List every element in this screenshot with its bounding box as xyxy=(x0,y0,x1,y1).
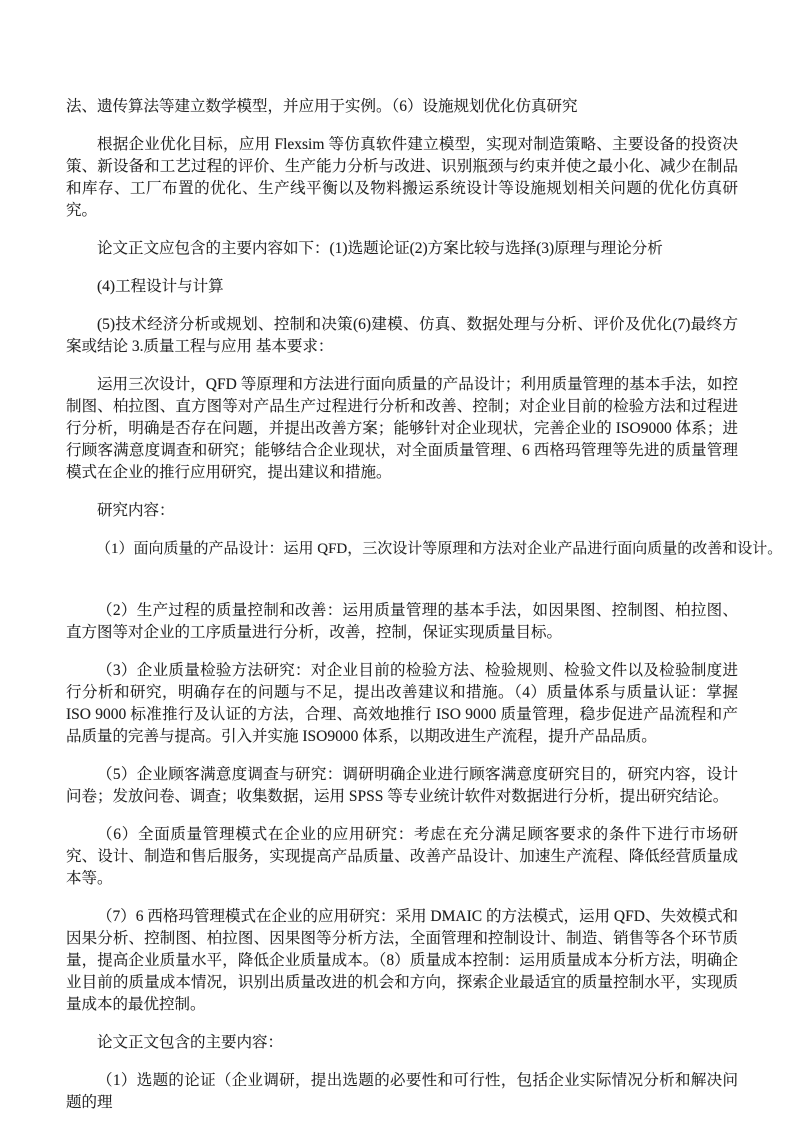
paragraph-4: (4)工程设计与计算 xyxy=(97,278,224,295)
paragraph-13: （7）6 西格玛管理模式在企业的应用研究：采用 DMAIC 的方法模式，运用 QFD、失效模式和因果分析、控制图、柏拉图、因果图等分析方法，全面管理和控制设计、制造、销售等各个环节质量，提高企业质量水平，降低企业质量成本。（8）质量成本控制：运用质量成本分析方法，明确企业目前的质量成本情况，识别出质量改进的机会和方向，探索企业最适宜的质量控制水平，实现质量成本的最优控制。 xyxy=(66,908,738,1013)
paragraph-11: （5）企业顾客满意度调查与研究：调研明确企业进行顾客满意度研究目的，研究内容，设计问卷；发放问卷、调查；收集数据，运用 SPSS 等专业统计软件对数据进行分析，提出研究结论。 xyxy=(66,766,738,805)
paragraph-12: （6）全面质量管理模式在企业的应用研究：考虑在充分满足顾客要求的条件下进行市场研究、设计、制造和售后服务，实现提高产品质量、改善产品设计、加速生产流程、降低经营质量成本等。 xyxy=(66,826,738,887)
paragraph-8: （1）面向质量的产品设计：运用 QFD，三次设计等原理和方法对企业产品进行面向质量的改善和设计。 xyxy=(96,541,783,557)
paragraph-7: 研究内容： xyxy=(97,502,175,519)
paragraph-2: 根据企业优化目标，应用 Flexsim 等仿真软件建立模型，实现对制造策略、主要设备的投资决策、新设备和工艺过程的评价、生产能力分析与改进、识别瓶颈与约束并使之最小化、减少在制品和库存、工厂布置的优化、生产线平衡以及物料搬运系统设计等设施规划相关问题的优化仿真研究。 xyxy=(66,136,738,219)
paragraph-9: （2）生产过程的质量控制和改善：运用质量管理的基本手法，如因果图、控制图、柏拉图、直方图等对企业的工序质量进行分析，改善，控制，保证实现质量目标。 xyxy=(66,602,738,641)
paragraph-3: 论文正文应包含的主要内容如下：(1)选题论证(2)方案比较与选择(3)原理与理论分析 xyxy=(97,240,663,257)
paragraph-5: (5)技术经济分析或规划、控制和决策(6)建模、仿真、数据处理与分析、评价及优化(7)最终方案或结论 3.质量工程与应用 基本要求： xyxy=(66,316,738,355)
paragraph-14: 论文正文包含的主要内容： xyxy=(97,1034,284,1051)
paragraph-6: 运用三次设计，QFD 等原理和方法进行面向质量的产品设计；利用质量管理的基本手法，如控制图、柏拉图、直方图等对产品生产过程进行分析和改善、控制；对企业目前的检验方法和过程进行分析，明确是否存在问题，并提出改善方案；能够针对企业现状，完善企业的 ISO9000 体系；进行顾客满意度调查和研究；能够结合企业现状，对全面质量管理、6 西格玛管理等先进的质量管理模式在企业的推行应用研究，提出建议和措施。 xyxy=(66,376,738,481)
paragraph-15: （1）选题的论证（企业调研，提出选题的必要性和可行性，包括企业实际情况分析和解决问题的理 xyxy=(66,1072,738,1111)
paragraph-1: 法、遗传算法等建立数学模型，并应用于实例。（6）设施规划优化仿真研究 xyxy=(66,98,578,115)
paragraph-10: （3）企业质量检验方法研究：对企业目前的检验方法、检验规则、检验文件以及检验制度进行分析和研究，明确存在的问题与不足，提出改善建议和措施。（4）质量体系与质量认证：掌握 ISO 9000 标准推行及认证的方法，合理、高效地推行 ISO 9000 质量管理，稳步促进产品流程和产品质量的完善与提高。引入并实施 ISO9000 体系，以期改进生产流程，提升产品品质。 xyxy=(66,662,738,745)
